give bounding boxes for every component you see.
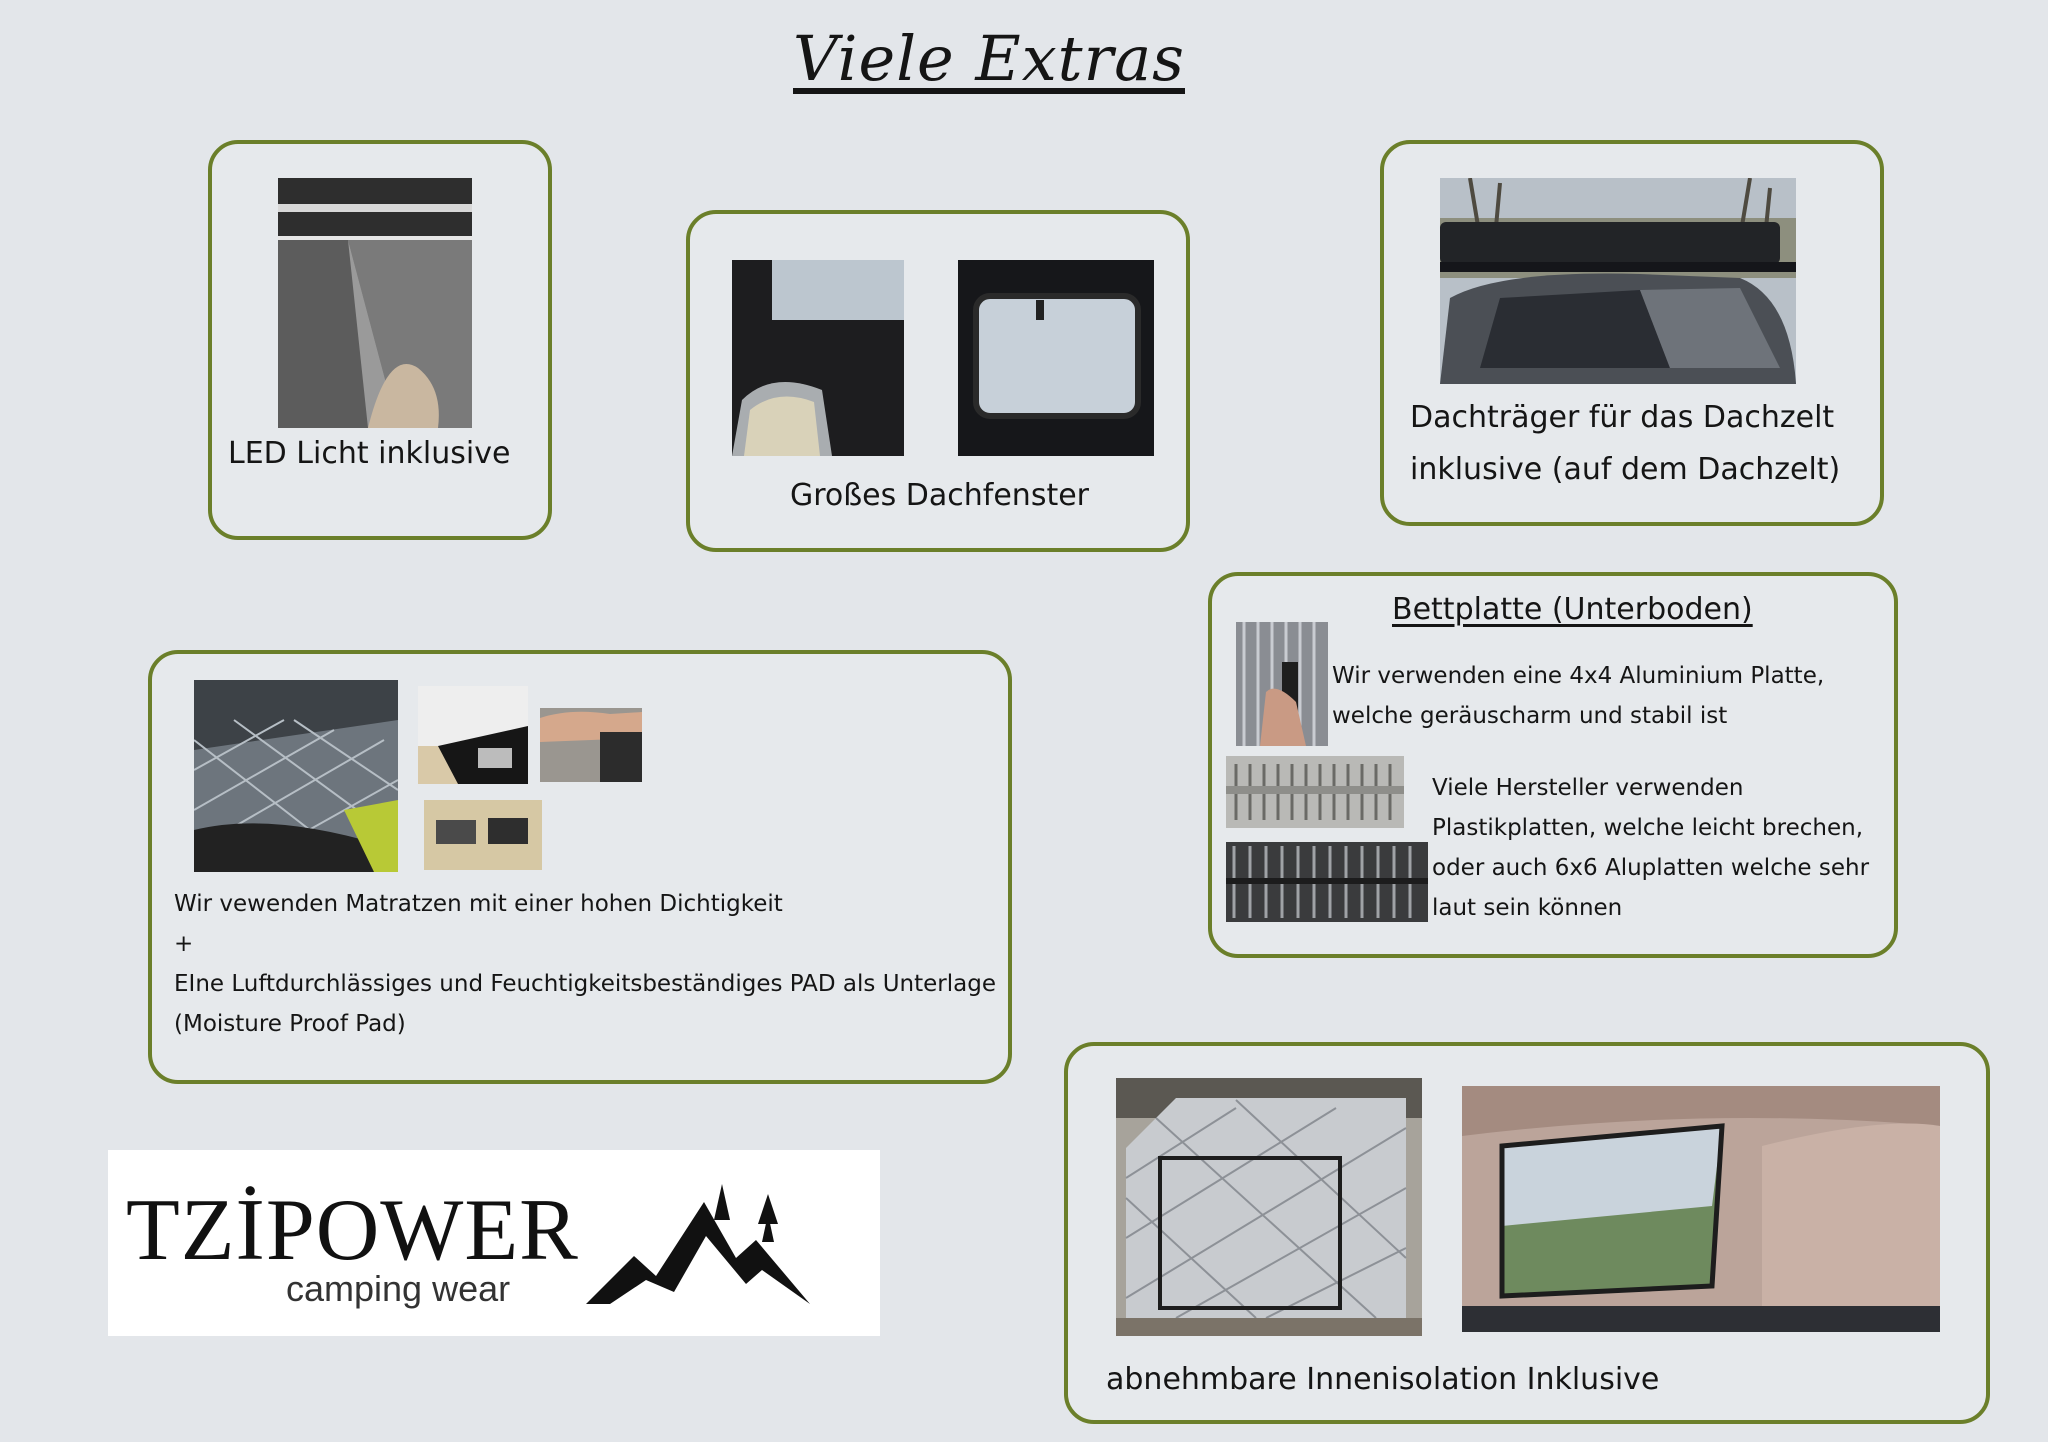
pad-photo-2 bbox=[540, 708, 642, 782]
window-photo-left bbox=[732, 260, 904, 456]
matratze-text-line3: EIne Luftdurchlässiges und Feuchtigkeitsbeständiges PAD als Unterlage bbox=[174, 971, 996, 997]
bettplatte-text1-line2: welche geräuscharm und stabil ist bbox=[1332, 703, 1728, 729]
matratze-text-line4: (Moisture Proof Pad) bbox=[174, 1011, 406, 1037]
aluminium-plate-photo bbox=[1236, 622, 1328, 746]
brand-tagline: camping wear bbox=[286, 1268, 511, 1309]
insulation-photo-right bbox=[1462, 1086, 1940, 1332]
matratze-text-plus: + bbox=[174, 931, 194, 957]
matratze-card bbox=[148, 650, 1012, 1084]
window-photo-right bbox=[958, 260, 1154, 456]
dachtraeger-inklusive: inklusive bbox=[1410, 452, 1543, 487]
dachtraeger-caption-line1: Dachträger für das Dachzelt bbox=[1410, 400, 1835, 435]
bettplatte-heading: Bettplatte (Unterboden) bbox=[1392, 592, 1753, 627]
isolation-card bbox=[1064, 1042, 1990, 1424]
pad-photo-3 bbox=[424, 800, 542, 870]
insulation-photo-left bbox=[1116, 1078, 1422, 1336]
page-title: Viele Extras bbox=[793, 22, 1185, 95]
bettplatte-text2-line4: laut sein können bbox=[1432, 895, 1623, 921]
dachfenster-card bbox=[686, 210, 1190, 552]
matratze-text-line1: Wir vewenden Matratzen mit einer hohen Dichtigkeit bbox=[174, 891, 783, 917]
bettplatte-card bbox=[1208, 572, 1898, 958]
plastic-plate-photo bbox=[1226, 756, 1404, 828]
brand-name: TZİPOWER bbox=[126, 1182, 579, 1279]
bettplatte-text2-line2: Plastikplatten, welche leicht brechen, bbox=[1432, 815, 1864, 841]
pad-photo-1 bbox=[418, 686, 528, 784]
dachtraeger-note: (auf dem Dachzelt) bbox=[1551, 452, 1841, 487]
roof-rack-photo bbox=[1440, 178, 1796, 384]
led-light-photo bbox=[278, 178, 472, 428]
led-card bbox=[208, 140, 552, 540]
dachtraeger-caption-line2 bbox=[1410, 452, 1840, 487]
bettplatte-text2-line1: Viele Hersteller verwenden bbox=[1432, 775, 1744, 801]
led-caption: LED Licht inklusive bbox=[228, 436, 511, 471]
dachfenster-caption: Großes Dachfenster bbox=[790, 478, 1090, 513]
bettplatte-text1-line1: Wir verwenden eine 4x4 Aluminium Platte, bbox=[1332, 663, 1825, 689]
bettplatte-text2-line3: oder auch 6x6 Aluplatten welche sehr bbox=[1432, 855, 1870, 881]
mattress-photo bbox=[194, 680, 398, 872]
tzipower-logo bbox=[108, 1150, 880, 1336]
mountain-icon bbox=[586, 1184, 810, 1306]
isolation-caption: abnehmbare Innenisolation Inklusive bbox=[1106, 1362, 1660, 1397]
alu-6x6-photo bbox=[1226, 842, 1428, 922]
dachtraeger-card bbox=[1380, 140, 1884, 526]
